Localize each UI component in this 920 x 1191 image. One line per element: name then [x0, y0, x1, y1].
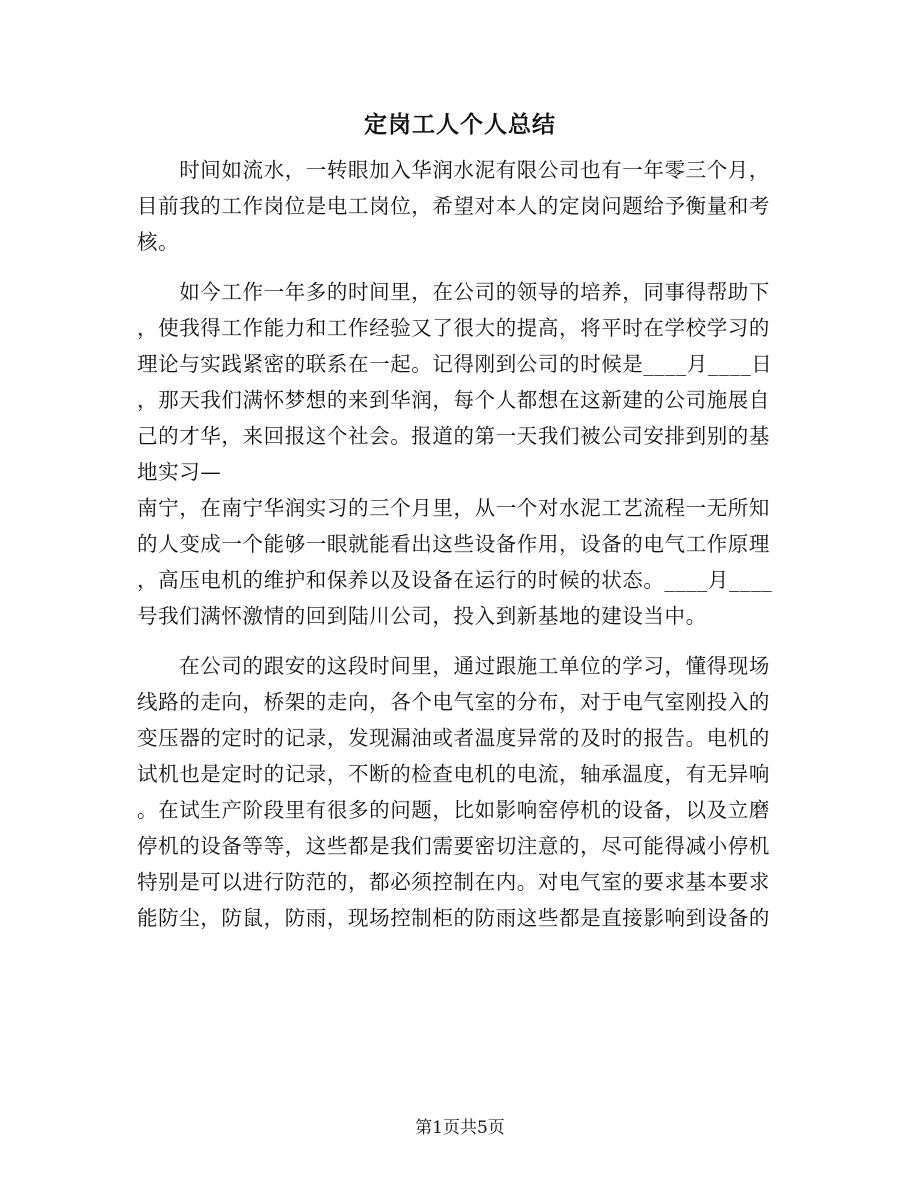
document-title: 定岗工人个人总结 — [364, 111, 556, 138]
body-line: 目前我的工作岗位是电工岗位，希望对本人的定岗问题给予衡量和考 — [137, 194, 770, 218]
body-line: 号我们满怀激情的回到陆川公司，投入到新基地的建设当中。 — [137, 604, 707, 628]
body-line: 在公司的跟安的这段时间里，通过跟施工单位的学习，懂得现场 — [137, 654, 770, 678]
body-line: 。在试生产阶段里有很多的问题，比如影响窑停机的设备，以及立磨 — [137, 798, 770, 822]
body-line: ，那天我们满怀梦想的来到华润，每个人都想在这新建的公司施展自 — [137, 388, 770, 412]
page-footer: 第1页共5页 — [415, 1118, 505, 1138]
body-line: 核。 — [137, 230, 180, 254]
body-line: 己的才华，来回报这个社会。报道的第一天我们被公司安排到别的基 — [137, 424, 770, 448]
body-line: ，高压电机的维护和保养以及设备在运行的时候的状态。____月____ — [137, 568, 773, 592]
body-line: 南宁，在南宁华润实习的三个月里，从一个对水泥工艺流程一无所知 — [137, 496, 770, 520]
body-line: 的人变成一个能够一眼就能看出这些设备作用，设备的电气工作原理 — [137, 532, 770, 556]
body-line: 停机的设备等等，这些都是我们需要密切注意的，尽可能得减小停机 — [137, 834, 770, 858]
body-line: 特别是可以进行防范的，都必须控制在内。对电气室的要求基本要求 — [137, 870, 770, 894]
body-line: 线路的走向，桥架的走向，各个电气室的分布，对于电气室刚投入的 — [137, 690, 770, 714]
body-line: 试机也是定时的记录，不断的检查电机的电流，轴承温度，有无异响 — [137, 762, 770, 786]
body-line: 如今工作一年多的时间里，在公司的领导的培养，同事得帮助下 — [137, 280, 770, 304]
body-line: 变压器的定时的记录，发现漏油或者温度异常的及时的报告。电机的 — [137, 726, 770, 750]
body-line: ，使我得工作能力和工作经验又了很大的提高，将平时在学校学习的 — [137, 316, 770, 340]
body-line: 时间如流水，一转眼加入华润水泥有限公司也有一年零三个月， — [137, 158, 770, 182]
body-line: 理论与实践紧密的联系在一起。记得刚到公司的时候是____月____日 — [137, 352, 773, 376]
body-line: 能防尘，防鼠，防雨，现场控制柜的防雨这些都是直接影响到设备的 — [137, 906, 770, 930]
body-line: 地实习— — [137, 460, 222, 484]
